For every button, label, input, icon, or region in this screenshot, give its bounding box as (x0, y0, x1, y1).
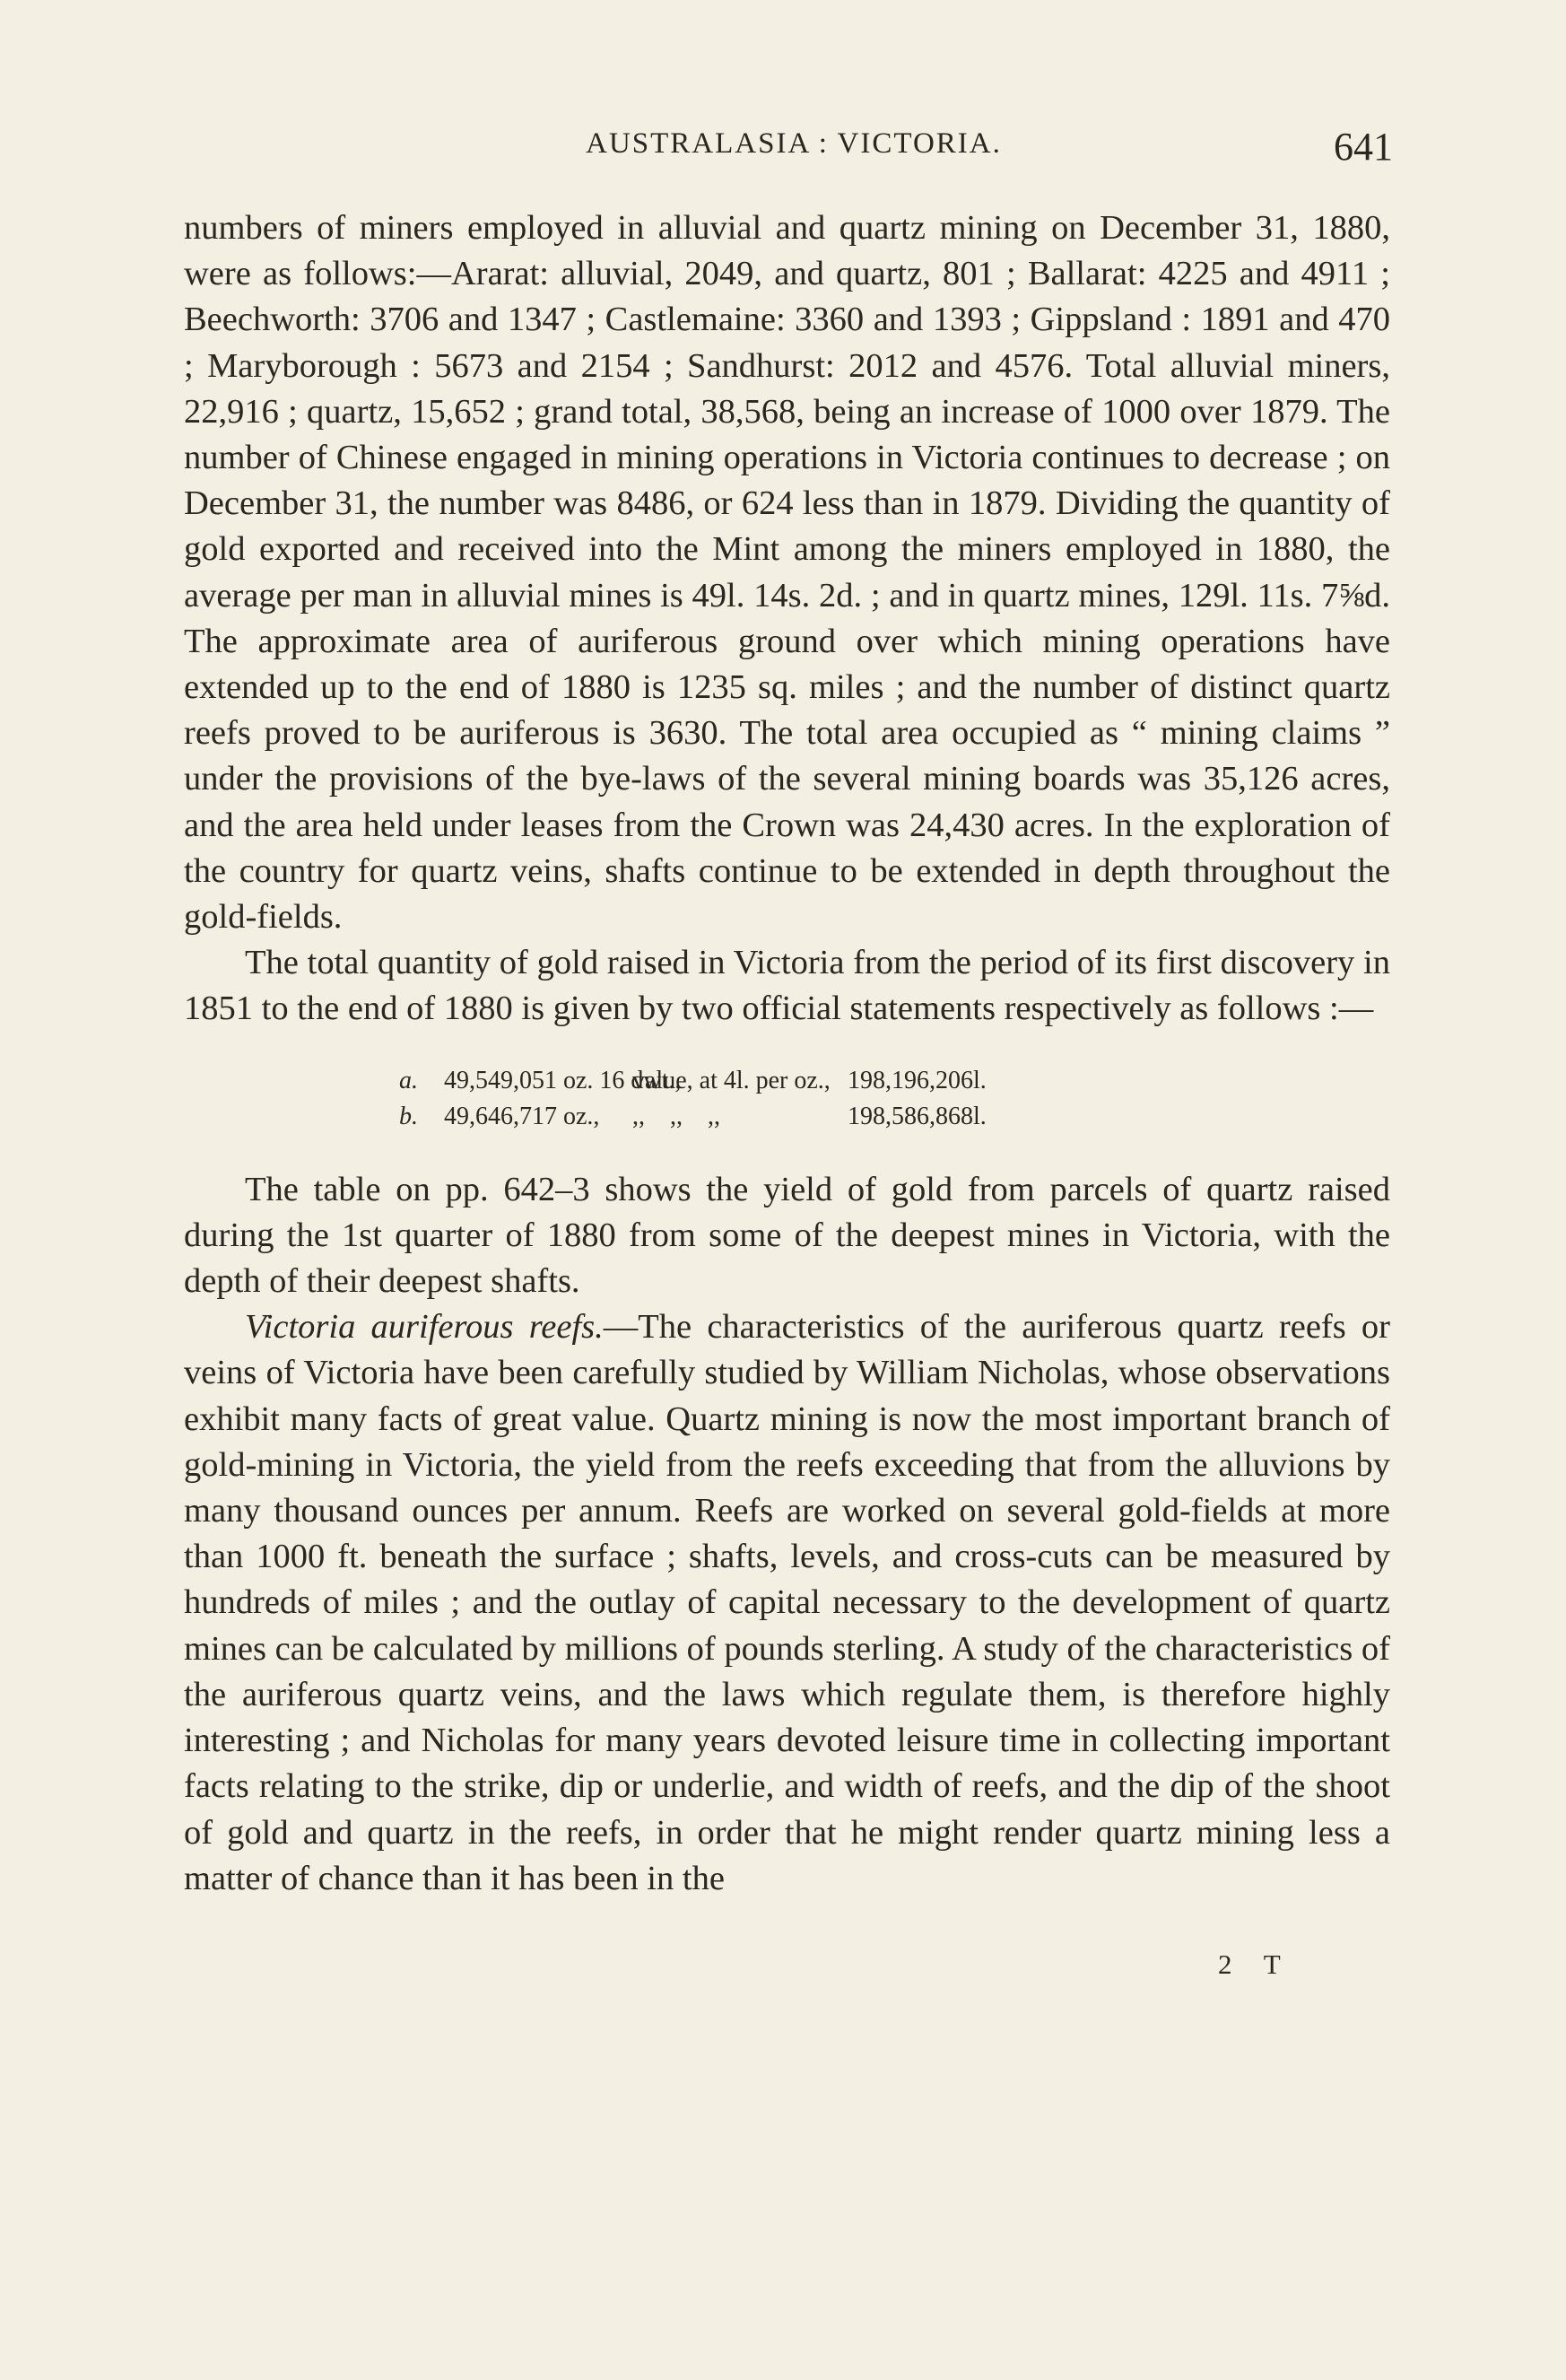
statement-quantity: 49,549,051 oz. 16 dwt., (444, 1066, 682, 1094)
statement-ditto-marks: ,, ,, ,, (632, 1102, 720, 1130)
statement-quantity: 49,646,717 oz., (444, 1102, 600, 1130)
statement-row (184, 1063, 1390, 1099)
running-title: AUSTRALASIA : VICTORIA. (586, 127, 1002, 160)
page-header (184, 124, 1404, 170)
page-body (184, 205, 1390, 1902)
paragraph-auriferous-reefs (184, 1304, 1390, 1902)
paragraph-miners: numbers of miners employed in alluvial and quartz mining on December 31, 1880, were as follows:—Ararat: alluvial, 2049, and quartz, 801 ; Ballarat: 4225 and 4911 ; Beechworth: 3706 and 1347 ; Castlemaine: 3360 and 1393 ; Gippsland : 1891 and 470 ; Maryborough : 5673 and 2154 ; Sandhurst: 2012 and 4576. Total alluvial miners, 22,916 ; quartz, 15,652 ; grand total, 38,568, being an increase of 1000 over 1879. The number of Chinese engaged in mining operations in Victoria continues to decrease ; on December 31, the number was 8486, or 624 less than in 1879. Dividing the quantity of gold exported and received into the Mint among the miners employed in 1880, the average per man in alluvial mines is 49l. 14s. 2d. ; and in quartz mines, 129l. 11s. 7⅝d. The approximate area of auriferous ground over which mining operations have extended up to the end of 1880 is 1235 sq. miles ; and the number of distinct quartz reefs proved to be auriferous is 3630. The total area occupied as “ mining claims ” under the provisions of the bye-laws of the several mining boards was 35,126 acres, and the area held under leases from the Crown was 24,430 acres. In the exploration of the country for quartz veins, shafts continue to be extended in depth throughout the gold-fields. (184, 209, 1390, 937)
gold-statements (184, 1063, 1390, 1135)
paragraph-total-gold: The total quantity of gold raised in Victoria from the period of its first discovery in 1851 to the end of 1880 is given by two official statements respectively as follows :— (184, 944, 1390, 1028)
statement-row (184, 1099, 1390, 1135)
paragraph-text: —The characteristics of the auriferous quartz reefs or veins of Victoria have been carefully studied by William Nicholas, whose observations exhibit many facts of great value. Quartz mining is now the most important branch of gold-mining in Victoria, the yield from the reefs exceeding that from the alluvions by many thousand ounces per annum. Reefs are worked on several gold-fields at more than 1000 ft. beneath the surface ; shafts, levels, and cross-cuts can be measured by hundreds of miles ; and the outlay of capital necessary to the development of quartz mines can be calculated by millions of pounds sterling. A study of the characteristics of the auriferous quartz veins, and the laws which regulate them, is therefore highly interesting ; and Nicholas for many years devoted leisure time in collecting important facts relating to the strike, dip or underlie, and width of reefs, and the dip of the shoot of gold and quartz in the reefs, in order that he might render quartz mining less a matter of chance than it has been in the (184, 1308, 1391, 1897)
statement-amount: 198,196,206l. (848, 1066, 987, 1094)
statement-label: a. (399, 1066, 418, 1094)
page-number: 641 (1334, 125, 1393, 169)
signature-mark: 2 T (1218, 1948, 1293, 1980)
statement-amount: 198,586,868l. (848, 1102, 987, 1130)
paragraph-table-reference: The table on pp. 642–3 shows the yield of gold from parcels of quartz raised during the 1st quarter of 1880 from some of the deepest mines in Victoria, with the depth of their deepest shafts. (184, 1170, 1390, 1301)
statement-label: b. (399, 1102, 418, 1130)
statement-value-text: value, at 4l. per oz., (632, 1066, 831, 1094)
section-heading-italic: Victoria auriferous reefs. (245, 1308, 604, 1347)
